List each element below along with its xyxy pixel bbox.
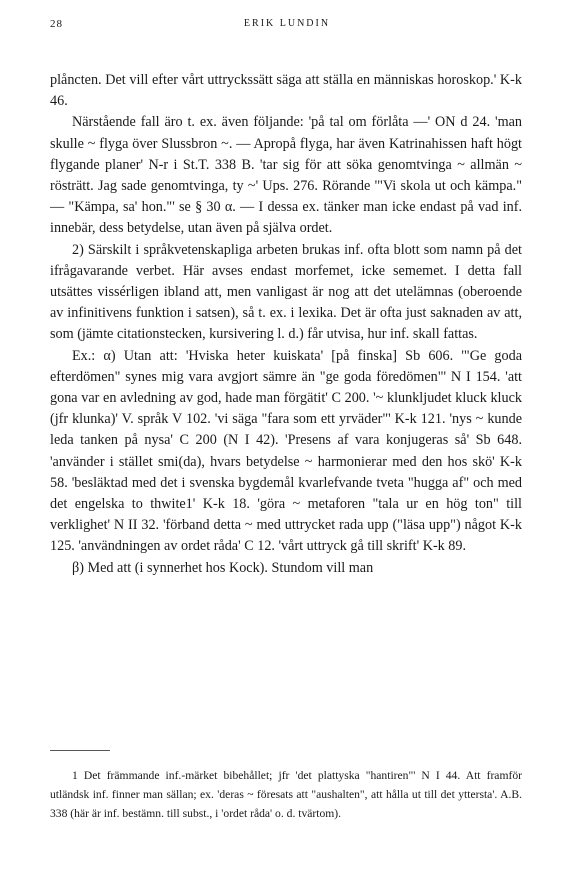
page-header [50,18,524,38]
body-text [50,70,522,579]
running-head: ERIK LUNDIN [243,18,331,29]
page-number: 28 [50,18,63,30]
footnote [50,766,522,823]
paragraph: 2) Särskilt i språkvetenskapliga arbeten brukas inf. ofta blott som namn på det ifrågavarande verbet. Här avses endast morfemet, icke sememet. I detta fall utsättes vissérligen ibland att, men vanligast är nog att det utelämnas (oberoende av infinitivens funktion i satsen), så t. ex. i lexika. Det är ofta just saknaden av att, som (jämte citationstecken, kursivering l. d.) får utvisa, hur inf. skall fattas. [50,241,522,343]
paragraph: Närstående fall äro t. ex. även följande: 'på tal om förlåta —' ON d 24. 'man skulle ~ flyga över Slussbron ~. — Apropå flyga, har även Katrinahissen haft högt flygande planer' N-r i St.T. 338 B. 'tar sig för att söka genomtvinga ~ allmän ~ rösträtt. Jag sade genomtvinga, ty ~' Ups. 276. Rörande '"Vi skola ut och kämpa." — "Kämpa, sa' hon."' se § 30 α. — I dessa ex. tänker man icke endast på vad inf. innebär, dess betydelse, utan även på själva ordet. [50,114,522,237]
footnote-text: 1 Det främmande inf.-märket bibehållet; jfr 'det plattyska "hantiren"' N I 44. Att framför utländsk inf. finner man sällan; ex. 'deras ~ föresats att "aushalten", att hålla ut till det yttersta'. A.B. 338 (här är inf. bestämn. till subst., i 'ordet råda' o. d. tvärtom). [50,769,522,820]
footnote-rule [50,750,110,751]
paragraph: β) Med att (i synnerhet hos Kock). Stundom vill man [72,559,374,576]
paragraph: plåncten. Det vill efter vårt uttryckssätt säga att ställa en människas horoskop.' K-k 46. [50,72,522,110]
paragraph: Ex.: α) Utan att: 'Hviska heter kuiskata' [på finska] Sb 606. '"Ge goda efterdömen" synes mig vara avgjort sämre än "ge goda föredömen"' N I 154. 'att gona var en avledning av god, hade man förgätit' C 200. '~ klunkljudet kluck kluck (jfr klunka)' V. språk V 102. 'vi säga "fara som ett yrväder"' K-k 121. 'nys ~ kunde leda tanken på nysa' C 200 (N I 42). 'Presens af vara konjugeras så' Sb 648. 'använder i stället smi(da), hvars betydelse ~ harmonierar med den hos skö' K-k 58. 'besläktad med det i svenska bygdemål kvarlefvande tveta "hugga af" och med det engelska to thwite1' K-k 18. 'göra ~ metaforen "tala ur en hög ton" till verklighet' N II 32. 'förband detta ~ med uttrycket rada upp ("läsa upp") något K-k 125. 'användningen av ordet råda' C 12. 'vårt uttryck gå till skrift' K-k 89. [50,347,522,555]
